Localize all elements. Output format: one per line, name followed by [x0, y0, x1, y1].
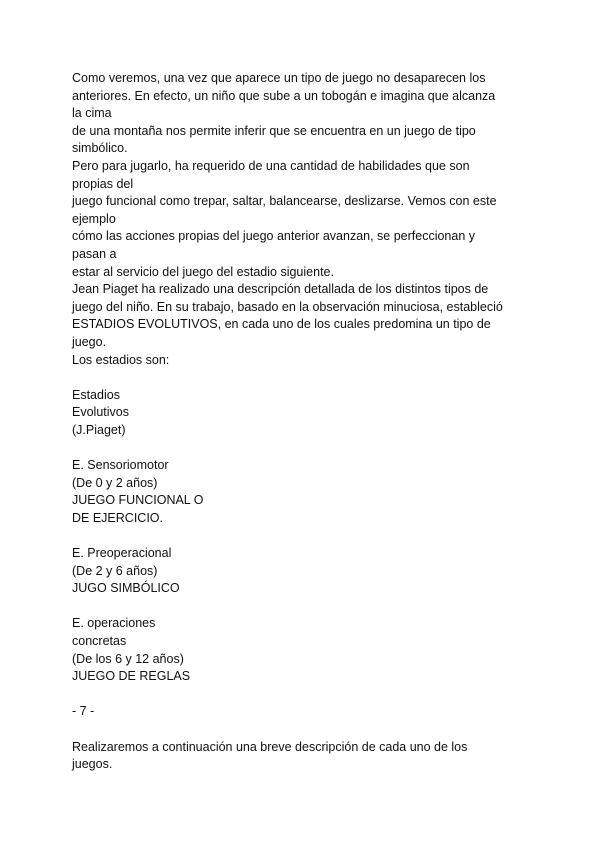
- stage-line: DE EJERCICIO.: [72, 510, 163, 525]
- text-line: de una montaña nos permite inferir que se encuentra en un juego de tipo: [72, 123, 476, 138]
- page-number: - 7 -: [72, 704, 95, 719]
- text-line: Como veremos, una vez que aparece un tipo de juego no desaparecen los: [72, 71, 486, 85]
- stage-preoperacional: [72, 545, 542, 598]
- text-line: Realizaremos a continuación una breve descripción de cada uno de los: [72, 739, 468, 754]
- stage-line: JUGO SIMBÓLICO: [72, 581, 180, 596]
- stage-sensoriomotor: [72, 457, 542, 527]
- spacer: [72, 527, 542, 545]
- table-header-line: Evolutivos: [72, 405, 129, 420]
- spacer: [72, 686, 542, 704]
- stage-line: E. Sensoriomotor: [72, 458, 169, 473]
- text-line: simbólico.: [72, 141, 128, 156]
- table-header-line: (J.Piaget): [72, 422, 126, 437]
- stage-line: E. operaciones: [72, 616, 156, 631]
- spacer: [72, 369, 542, 387]
- text-line: juegos.: [72, 757, 113, 772]
- stage-line: (De los 6 y 12 años): [72, 651, 184, 666]
- text-line: estar al servicio del juego del estadio siguiente.: [72, 264, 334, 279]
- stage-line: concretas: [72, 634, 127, 648]
- stage-line: (De 2 y 6 años): [72, 563, 158, 578]
- stage-line: E. Preoperacional: [72, 546, 172, 561]
- stage-line: JUEGO DE REGLAS: [72, 669, 191, 684]
- spacer: [72, 721, 542, 739]
- document-page: [72, 70, 542, 774]
- text-line: Pero para jugarlo, ha requerido de una cantidad de habilidades que son: [72, 158, 470, 173]
- text-line: ESTADIOS EVOLUTIVOS, en cada uno de los cuales predomina un tipo de: [72, 317, 491, 332]
- spacer: [72, 598, 542, 616]
- text-line: pasan a: [72, 246, 117, 261]
- text-line: propias del: [72, 176, 134, 191]
- text-line: anteriores. En efecto, un niño que sube a un tobogán e imagina que alcanza: [72, 88, 496, 103]
- text-line: juego funcional como trepar, saltar, balancearse, deslizarse. Vemos con este: [72, 194, 497, 209]
- text-line: ejemplo: [72, 211, 116, 226]
- text-line: Los estadios son:: [72, 352, 170, 367]
- table-header-line: Estadios: [72, 387, 120, 402]
- closing-paragraph: [72, 739, 542, 774]
- stage-operaciones-concretas: [72, 615, 542, 685]
- spacer: [72, 439, 542, 457]
- stages-table-header: [72, 387, 542, 440]
- text-line: cómo las acciones propias del juego anterior avanzan, se perfeccionan y: [72, 229, 476, 244]
- stage-line: JUEGO FUNCIONAL O: [72, 493, 204, 508]
- intro-paragraph: [72, 70, 542, 369]
- text-line: juego.: [72, 334, 107, 349]
- stage-line: (De 0 y 2 años): [72, 475, 158, 490]
- text-line: juego del niño. En su trabajo, basado en la observación minuciosa, estableció: [72, 299, 503, 314]
- text-line: la cima: [72, 106, 112, 121]
- text-line: Jean Piaget ha realizado una descripción detallada de los distintos tipos de: [72, 282, 489, 297]
